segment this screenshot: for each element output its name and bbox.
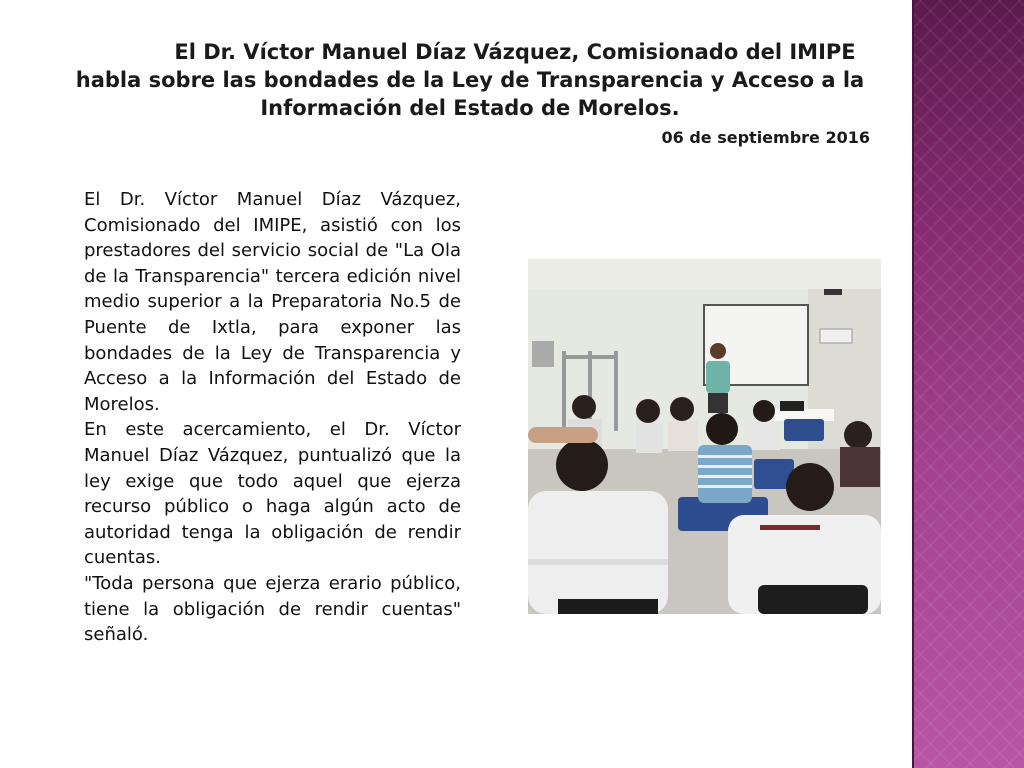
title-line-1: El Dr. Víctor Manuel Díaz Vázquez, Comisionado del IMIPE [174,40,856,64]
title-line-3: Información del Estado de Morelos. [260,96,680,120]
paragraph-3: "Toda persona que ejerza erario público, tiene la obligación de rendir cuentas" señaló. [84,572,461,646]
title-line-2: habla sobre las bondades de la Ley de Transparencia y Acceso a la [75,68,865,92]
paragraph-2: En este acercamiento, el Dr. Víctor Manuel Díaz Vázquez, puntualizó que la ley exige que todo aquel que ejerza recurso público o haga algún acto de autoridad tenga la obligación de rendir cuentas. [84,419,461,569]
slide-title [60,38,880,122]
classroom-photo [528,259,881,614]
publication-date: 06 de septiembre 2016 [661,128,870,147]
decorative-side-band [912,0,1024,768]
paragraph-1: El Dr. Víctor Manuel Díaz Vázquez, Comisionado del IMIPE, asistió con los prestadores del servicio social de "La Ola de la Transparencia" tercera edición nivel medio superior a la Preparatoria No.5 de Puente de Ixtla, para exponer las bondades de la Ley de Transparencia y Acceso a la Información del Estado de Morelos. [84,189,461,415]
article-body [84,187,461,648]
